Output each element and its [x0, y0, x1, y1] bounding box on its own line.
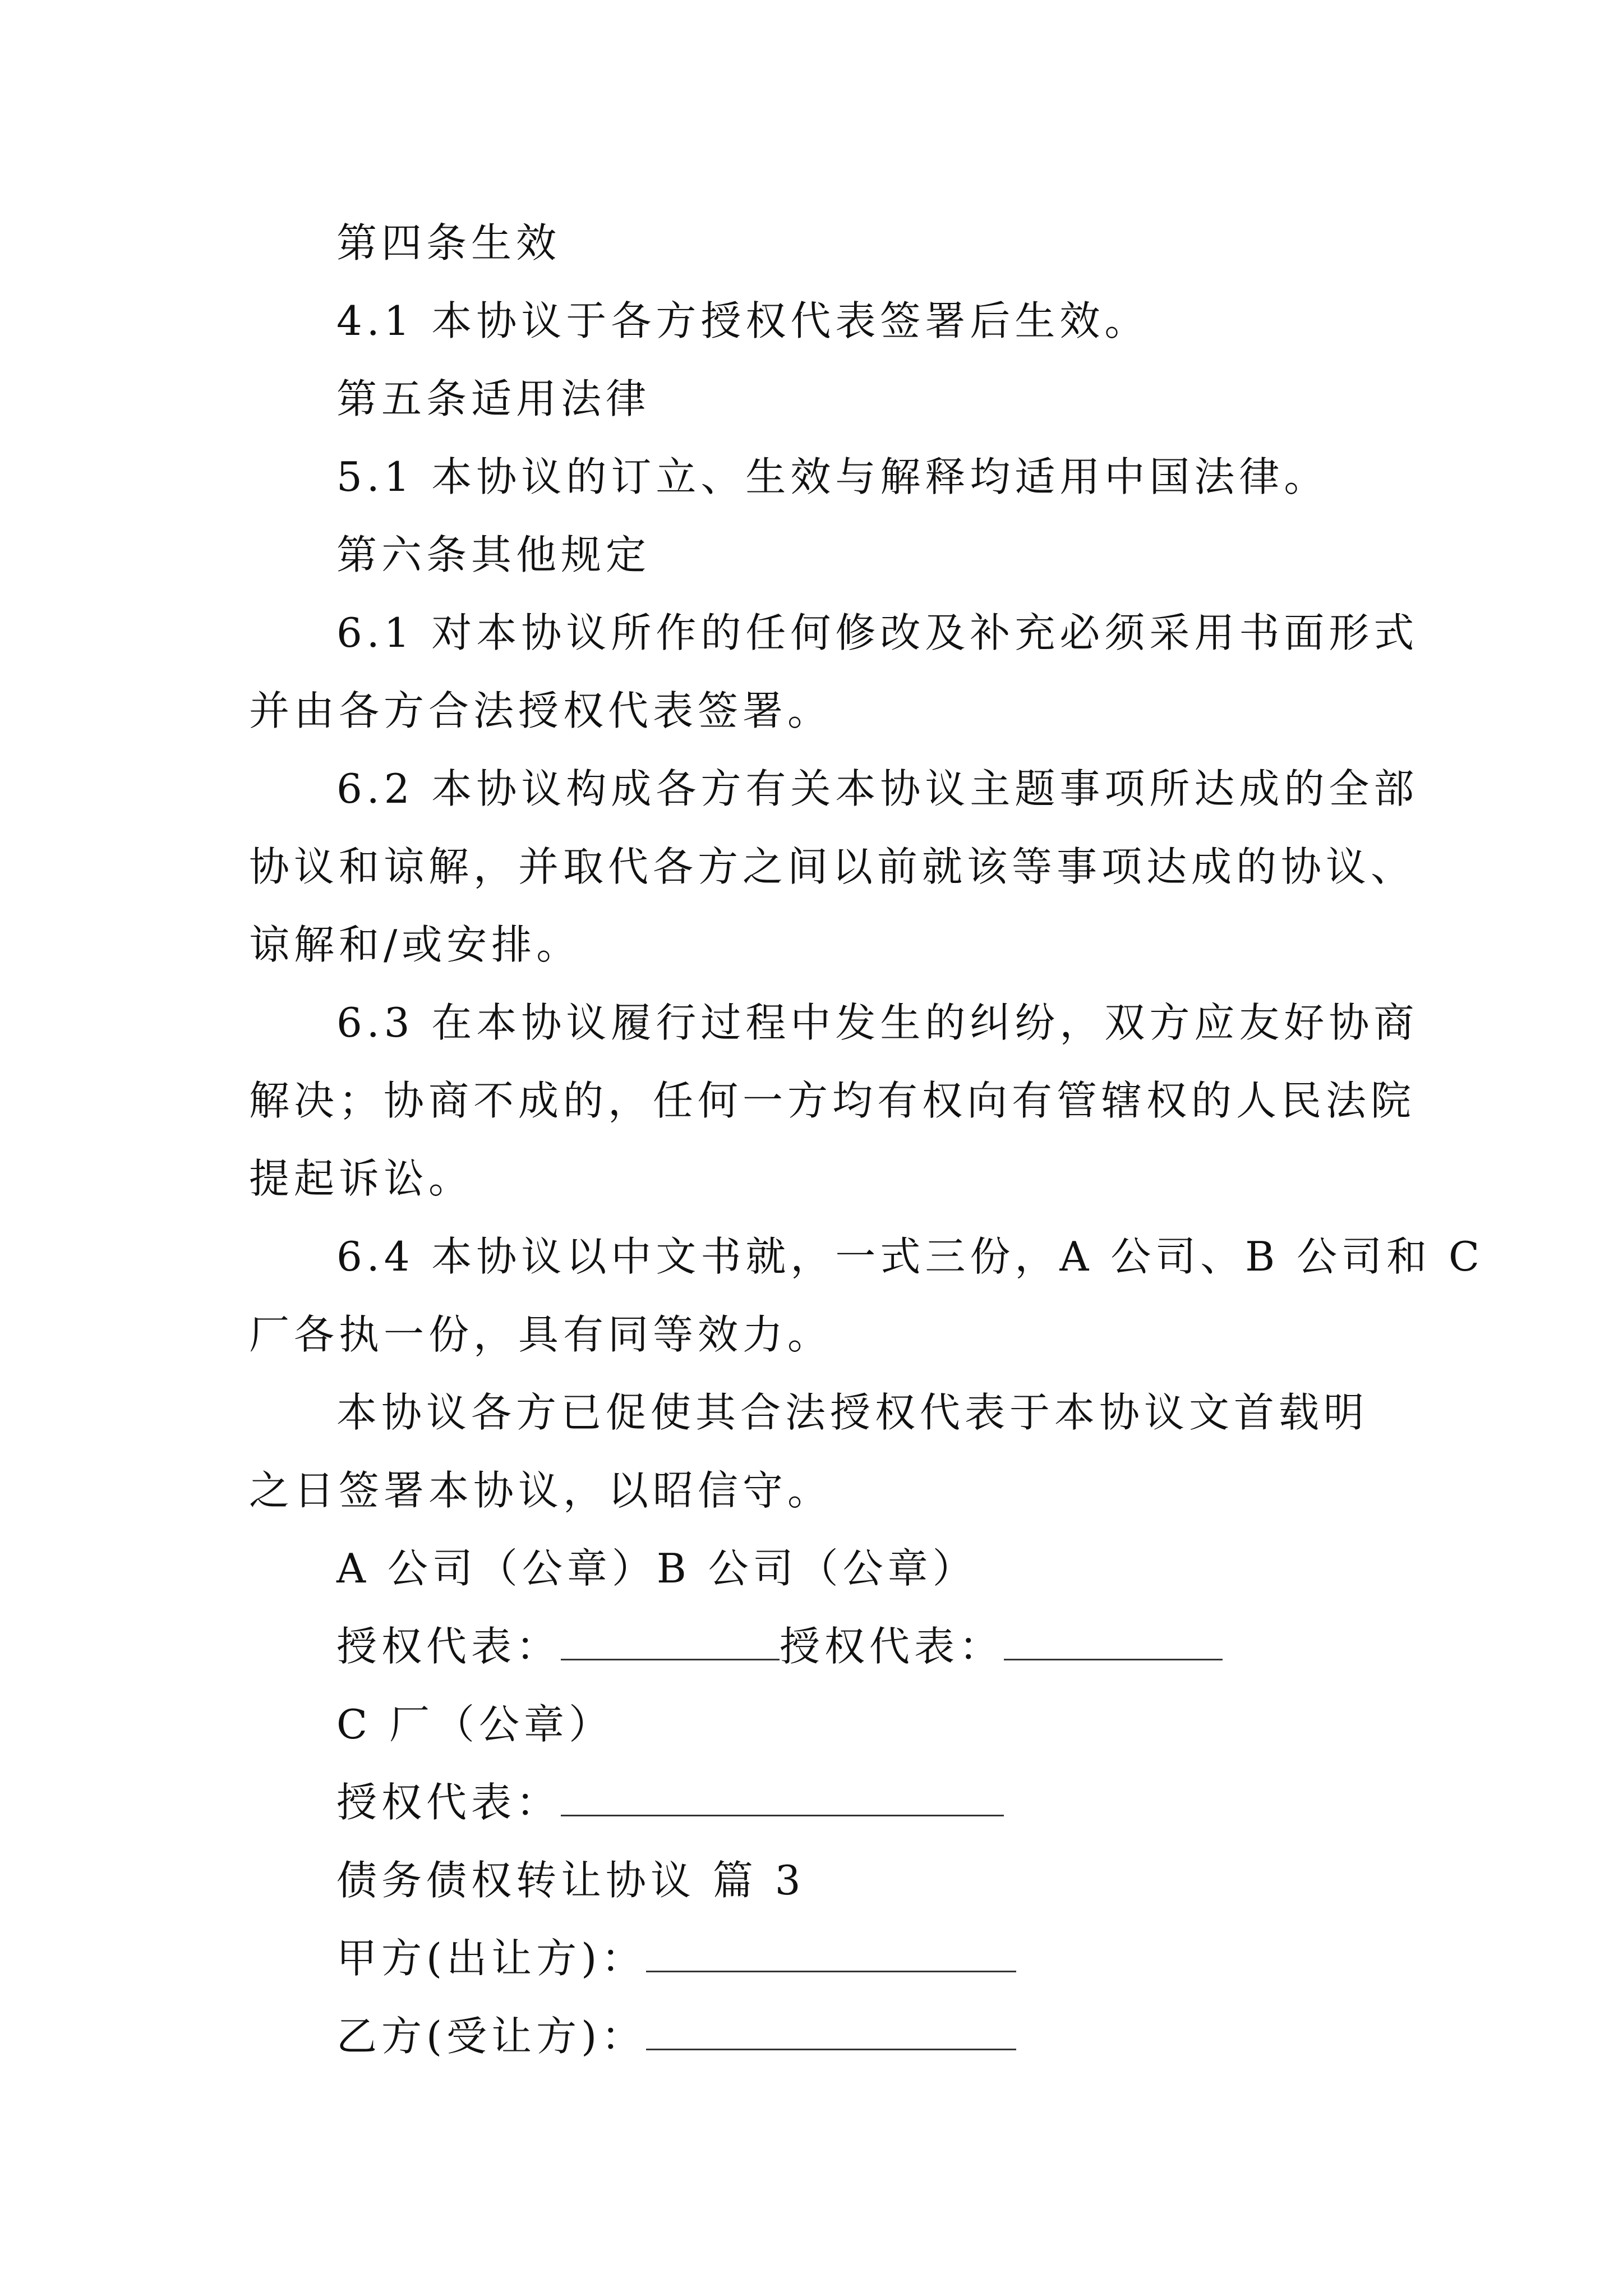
- signature-blank-b: [1004, 1627, 1223, 1660]
- article-4-heading: 第四条生效: [336, 219, 561, 266]
- clause-5-1: 5.1 本协议的订立、生效与解释均适用中国法律。: [336, 453, 1329, 500]
- signature-label-b: 授权代表：: [780, 1623, 1004, 1670]
- signature-label-c: 授权代表：: [336, 1779, 561, 1826]
- clause-6-1-line-1: 6.1 对本协议所作的任何修改及补充必须采用书面形式: [336, 609, 1419, 656]
- clause-6-4-line-1: 6.4 本协议以中文书就，一式三份，A 公司、B 公司和 C: [336, 1233, 1484, 1280]
- signature-line-c: [336, 1769, 1486, 1836]
- party-b-blank: [646, 2017, 1016, 2050]
- signature-line-ab: [336, 1613, 1486, 1680]
- clause-6-2-line-2: 协议和谅解，并取代各方之间以前就该等事项达成的协议、: [249, 843, 1416, 890]
- seal-line-c: C 厂（公章）: [336, 1701, 614, 1748]
- clause-6-2-line-1: 6.2 本协议构成各方有关本协议主题事项所达成的全部: [336, 765, 1419, 812]
- article-6-heading: 第六条其他规定: [336, 531, 651, 578]
- seal-line-ab: A 公司（公章）B 公司（公章）: [336, 1545, 978, 1592]
- signature-blank-a: [561, 1627, 780, 1660]
- signature-blank-c: [561, 1783, 1004, 1816]
- party-a-label: 甲方(出让方)：: [336, 1935, 647, 1982]
- closing-line-2: 之日签署本协议，以昭信守。: [249, 1467, 833, 1514]
- clause-6-2-line-3: 谅解和/或安排。: [249, 921, 582, 968]
- party-b-label: 乙方(受让方)：: [336, 2013, 647, 2060]
- section-title-part-3: 债务债权转让协议 篇 3: [336, 1857, 805, 1904]
- clause-6-3-line-3: 提起诉讼。: [249, 1155, 474, 1202]
- article-5-heading: 第五条适用法律: [336, 375, 651, 422]
- closing-line-1: 本协议各方已促使其合法授权代表于本协议文首载明: [336, 1389, 1369, 1436]
- clause-6-3-line-2: 解决；协商不成的，任何一方均有权向有管辖权的人民法院: [249, 1077, 1416, 1124]
- signature-label-a: 授权代表：: [336, 1623, 561, 1670]
- clause-6-3-line-1: 6.3 在本协议履行过程中发生的纠纷，双方应友好协商: [336, 999, 1419, 1046]
- clause-6-1-line-2: 并由各方合法授权代表签署。: [249, 687, 833, 734]
- party-a-line: [336, 1925, 1486, 1992]
- party-b-line: [336, 2003, 1486, 2070]
- clause-6-4-line-2: 厂各执一份，具有同等效力。: [249, 1311, 833, 1358]
- clause-4-1: 4.1 本协议于各方授权代表签署后生效。: [336, 297, 1150, 344]
- party-a-blank: [646, 1939, 1016, 1972]
